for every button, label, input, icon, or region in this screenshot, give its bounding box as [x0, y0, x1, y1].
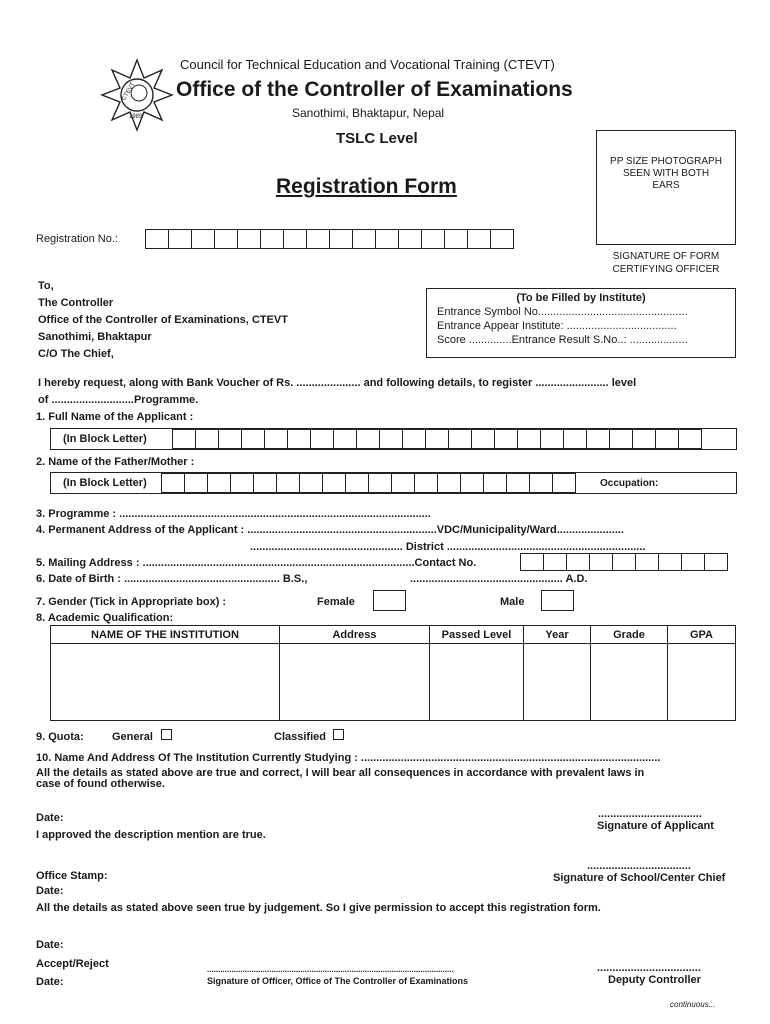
- declaration-text: case of found otherwise.: [36, 778, 165, 790]
- qual-header-year: Year: [524, 626, 591, 644]
- entrance-institute-field[interactable]: Entrance Appear Institute: ....................................: [437, 320, 677, 332]
- qual-header-institution: NAME OF THE INSTITUTION: [51, 626, 280, 644]
- form-title: Registration Form: [276, 175, 457, 198]
- date-label: Date:: [36, 885, 64, 897]
- date-label: Date:: [36, 939, 64, 951]
- dob-bs-field[interactable]: 6. Date of Birth : ................................................... B.S.,: [36, 573, 308, 585]
- qual-header-grade: Grade: [591, 626, 668, 644]
- dob-ad-field[interactable]: .................................................. A.D.: [410, 573, 588, 585]
- programme-field[interactable]: 3. Programme : ......................................................................................................: [36, 508, 431, 520]
- mailing-address-field[interactable]: 5. Mailing Address : .........................................................................................Contact No.: [36, 557, 477, 569]
- quota-classified-label: Classified: [274, 731, 326, 743]
- current-institution-field[interactable]: 10. Name And Address Of The Institution Currently Studying : ..................................................................................................: [36, 752, 661, 764]
- entrance-symbol-field[interactable]: Entrance Symbol No.................................................: [437, 306, 688, 318]
- date-label: Date:: [36, 812, 64, 824]
- table-row: [51, 644, 736, 721]
- block-letter-label: (In Block Letter): [63, 477, 147, 489]
- level-title: TSLC Level: [336, 130, 418, 147]
- request-line1: I hereby request, along with Bank Voucher of Rs. ..................... and following details, to register ........................ level: [38, 377, 637, 389]
- contact-number-cells[interactable]: [520, 553, 727, 571]
- full-name-row[interactable]: [50, 428, 737, 450]
- photo-box: [596, 130, 736, 245]
- deputy-signature-line: ..................................: [597, 962, 701, 974]
- qual-cell[interactable]: [668, 644, 736, 721]
- accept-reject-label: Accept/Reject: [36, 958, 109, 970]
- father-mother-cells[interactable]: [161, 473, 575, 493]
- full-name-label: 1. Full Name of the Applicant :: [36, 411, 194, 423]
- applicant-signature-line: ..................................: [598, 808, 702, 820]
- photo-label: SEEN WITH BOTH: [622, 168, 710, 179]
- chief-signature-line: ..................................: [587, 860, 691, 872]
- date-label: Date:: [36, 976, 64, 988]
- qual-cell[interactable]: [591, 644, 668, 721]
- photo-label: PP SIZE PHOTOGRAPH: [610, 156, 722, 167]
- photo-label: EARS: [652, 180, 680, 191]
- quota-general-checkbox[interactable]: [161, 729, 172, 740]
- father-mother-label: 2. Name of the Father/Mother :: [36, 456, 195, 468]
- office-stamp-label: Office Stamp:: [36, 870, 108, 882]
- council-name: Council for Technical Education and Vocational Training (CTEVT): [180, 57, 555, 72]
- permanent-address-field[interactable]: 4. Permanent Address of the Applicant : ..............................................................VDC/Municipality/Ward......................: [36, 524, 624, 536]
- registration-number-cells[interactable]: [145, 229, 513, 249]
- academic-label: 8. Academic Qualification:: [36, 612, 174, 624]
- officer-signature-line: ...............................................................................................................: [207, 965, 454, 974]
- address-block: To, The Controller Office of the Controller of Examinations, CTEVT Sanothimi, Bhaktapur C/O The Chief,: [38, 280, 288, 360]
- ctevt-logo: [100, 58, 174, 132]
- block-letter-label: (In Block Letter): [63, 433, 147, 445]
- score-field[interactable]: Score ..............Entrance Result S.No..: ...................: [437, 334, 688, 346]
- qual-cell[interactable]: [51, 644, 280, 721]
- chief-signature-label: Signature of School/Center Chief: [553, 872, 726, 884]
- quota-label: 9. Quota:: [36, 731, 84, 743]
- female-checkbox[interactable]: [373, 590, 406, 611]
- qual-header-passed-level: Passed Level: [430, 626, 524, 644]
- office-title: Office of the Controller of Examinations: [176, 78, 573, 101]
- institute-box: [426, 288, 736, 358]
- quota-classified-checkbox[interactable]: [333, 729, 344, 740]
- gender-label: 7. Gender (Tick in Appropriate box) :: [36, 596, 227, 608]
- full-name-cells[interactable]: [172, 429, 701, 449]
- female-label: Female: [317, 596, 355, 608]
- registration-label: Registration No.:: [36, 233, 118, 245]
- svg-text:1989: 1989: [129, 114, 143, 120]
- institute-box-title: (To be Filled by Institute): [516, 292, 646, 304]
- continuous-label: continuous...: [670, 1000, 716, 1009]
- certifying-signature: SIGNATURE OF FORM CERTIFYING OFFICER: [612, 251, 720, 275]
- qual-cell[interactable]: [524, 644, 591, 721]
- qual-cell[interactable]: [280, 644, 430, 721]
- quota-general-label: General: [112, 731, 153, 743]
- district-field[interactable]: .................................................. District .................................................................: [250, 541, 646, 553]
- officer-signature-label: Signature of Officer, Office of The Controller of Examinations: [207, 976, 469, 986]
- applicant-signature-label: Signature of Applicant: [597, 820, 714, 832]
- qual-header-address: Address: [280, 626, 430, 644]
- occupation-label: Occupation:: [600, 478, 659, 489]
- male-checkbox[interactable]: [541, 590, 574, 611]
- male-label: Male: [500, 596, 525, 608]
- svg-text:CTEVT: CTEVT: [121, 81, 137, 102]
- father-mother-row[interactable]: [50, 472, 737, 494]
- office-address: Sanothimi, Bhaktapur, Nepal: [292, 106, 445, 120]
- qualification-table: [50, 625, 736, 721]
- declaration-text: All the details as stated above are true and correct, I will bear all consequences in accordance with prevalent laws in: [36, 767, 645, 779]
- permission-text: All the details as stated above seen true by judgement. So I give permission to accept this registration form.: [36, 902, 601, 914]
- approved-text: I approved the description mention are true.: [36, 829, 266, 841]
- deputy-controller-label: Deputy Controller: [608, 974, 701, 986]
- request-line2: of ...........................Programme.: [38, 394, 199, 406]
- qual-cell[interactable]: [430, 644, 524, 721]
- qual-header-gpa: GPA: [668, 626, 736, 644]
